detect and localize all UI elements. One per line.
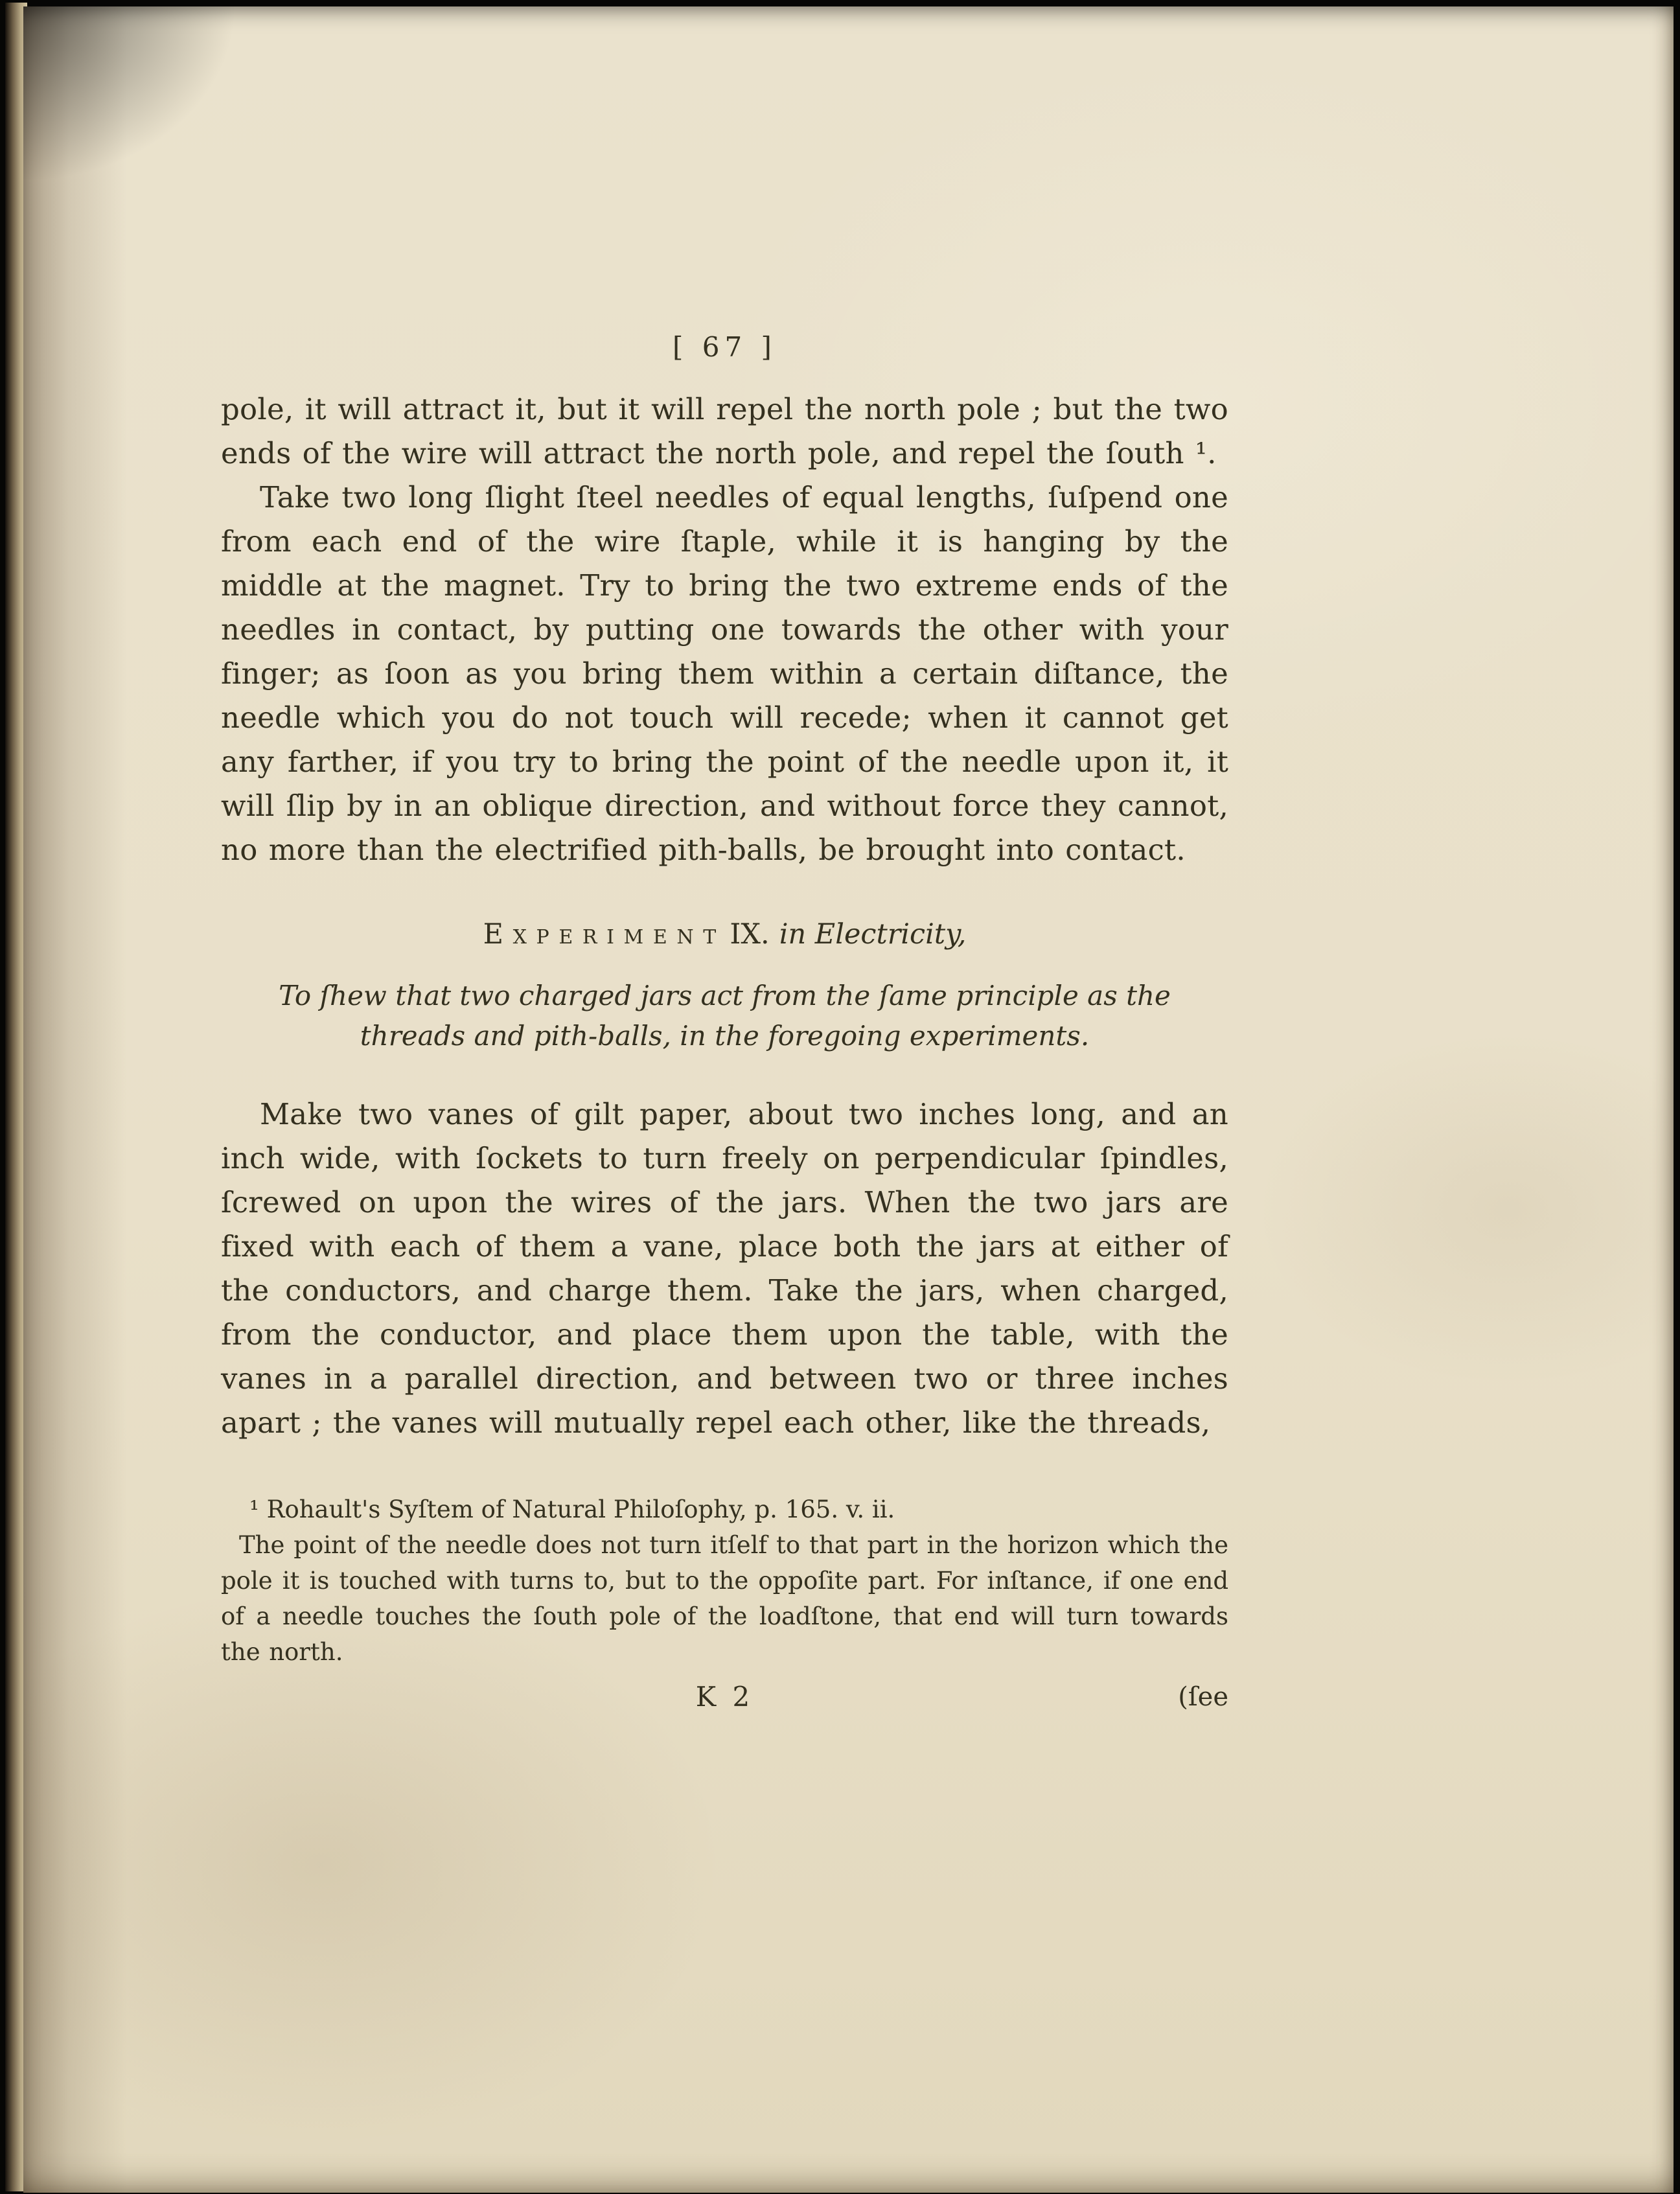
- signature-mark: K 2: [695, 1681, 754, 1713]
- catchword: (ſee: [1178, 1682, 1228, 1712]
- footnote-note: The point of the needle does not turn itſelf to that part in the horizon which the pole it is touched with turns to, but to the oppoſite part. For inſtance, if one end of a needle touches the ſouth pole of the loadſtone, that end will turn towards the north.: [221, 1531, 1228, 1666]
- page-number: [ 67 ]: [673, 331, 777, 363]
- signature-row: [221, 1675, 1228, 1722]
- text-block: [221, 325, 1228, 1722]
- subtitle-line-2: threads and pith-balls, in the foregoing experiments.: [360, 1020, 1090, 1052]
- experiment-subtitle: [221, 976, 1228, 1056]
- experiment-heading-context: in Electricity,: [779, 918, 967, 951]
- experiment-heading-word: Experiment: [483, 918, 726, 951]
- experiment-heading-number: IX.: [730, 918, 770, 951]
- experiment-heading: [221, 912, 1228, 956]
- gutter-shadow: [23, 6, 244, 188]
- subtitle-line-1: To ſhew that two charged jars act from the ſame principle as the: [279, 980, 1171, 1011]
- paragraph-continuation: pole, it will attract it, but it will repel the north pole ; but the two ends of the wire will attract the north pole, and repel the ſouth ¹.: [221, 392, 1228, 470]
- footnote-block: [221, 1492, 1228, 1670]
- book-page: [23, 6, 1674, 2193]
- paragraph-vanes: Make two vanes of gilt paper, about two inches long, and an inch wide, with ſockets to turn freely on perpendicular ſpindles, ſcrewed on upon the wires of the jars. When the two jars are fixed with each of them a vane, place both the jars at either of the conductors, and charge them. Take the jars, when charged, from the conductor, and place them upon the table, with the vanes in a parallel direction, and between two or three inches apart ; the vanes will mutually repel each other, like the threads,: [221, 1097, 1228, 1440]
- paragraph-needles: Take two long ſlight ſteel needles of equal lengths, ſuſpend one from each end of the wire ſtaple, while it is hanging by the middle at the magnet. Try to bring the two extreme ends of the needles in contact, by putting one towards the other with your finger; as ſoon as you bring them within a certain diſtance, the needle which you do not touch will recede; when it cannot get any farther, if you try to bring the point of the needle upon it, it will ſlip by in an oblique direction, and without force they cannot, no more than the electrified pith-balls, be brought into contact.: [221, 480, 1228, 867]
- footnote-reference: ¹ Rohault's Syſtem of Natural Philoſophy, p. 165. v. ii.: [249, 1495, 895, 1523]
